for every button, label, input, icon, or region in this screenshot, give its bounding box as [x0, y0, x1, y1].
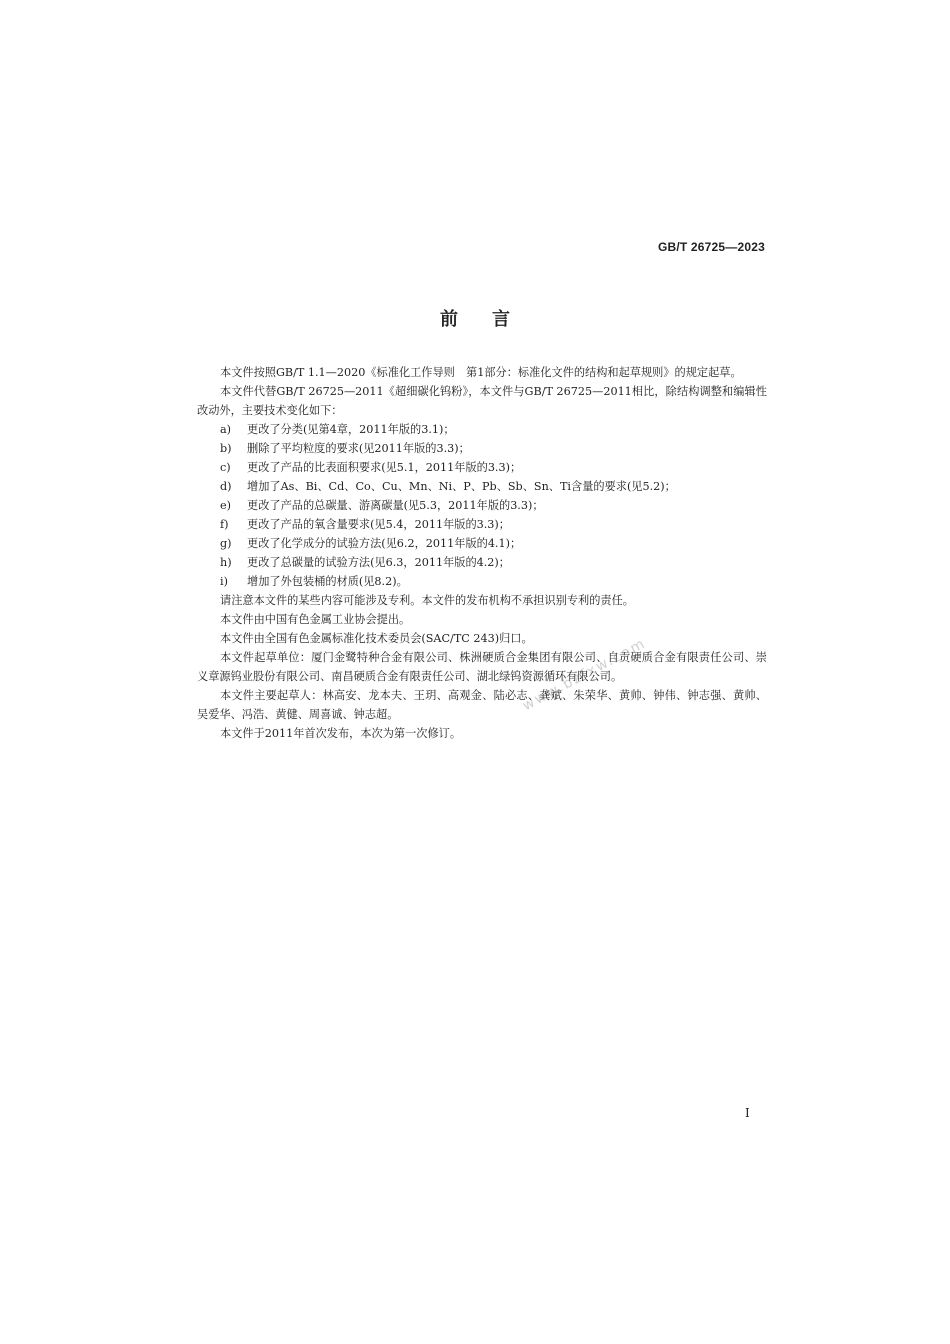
list-marker: f) [220, 518, 229, 531]
paragraph-history: 本文件于2011年首次发布，本次为第一次修订。 [220, 727, 462, 740]
list-marker: d) [220, 480, 232, 493]
list-marker: a) [220, 423, 232, 436]
list-item [197, 572, 767, 591]
list-marker: i) [220, 575, 228, 588]
paragraph-drafting-units: 本文件起草单位：厦门金鹭特种合金有限公司、株洲硬质合金集团有限公司、自贡硬质合金有限责任公司、崇义章源钨业股份有限公司、南昌硬质合金有限责任公司、湖北绿钨资源循环有限公司。 [197, 651, 767, 683]
paragraph-replacement: 本文件代替GB/T 26725—2011《超细碳化钨粉》，本文件与GB/T 26725—2011相比，除结构调整和编辑性改动外，主要技术变化如下： [197, 385, 767, 417]
paragraph-drafters: 本文件主要起草人：林高安、龙本夫、王玥、高观金、陆必志、龚斌、朱荣华、黄帅、钟伟、钟志强、黄帅、吴爱华、冯浩、黄健、周喜诚、钟志超。 [197, 689, 767, 721]
list-marker: g) [220, 537, 232, 550]
list-item [197, 420, 767, 439]
page-title: 前言 [440, 309, 544, 330]
list-marker: e) [220, 499, 231, 512]
list-text: 更改了产品的总碳量、游离碳量(见5.3，2011年版的3.3)； [247, 499, 544, 512]
list-item [197, 553, 767, 572]
standard-code: GB/T 26725—2023 [657, 240, 765, 254]
paragraph-drafting-basis: 本文件按照GB/T 1.1—2020《标准化工作导则 第1部分：标准化文件的结构和起草规则》的规定起草。 [220, 366, 742, 379]
list-item [197, 477, 767, 496]
list-text: 删除了平均粒度的要求(见2011年版的3.3)； [247, 442, 470, 455]
paragraph-administered-by: 本文件由全国有色金属标准化技术委员会(SAC/TC 243)归口。 [220, 632, 533, 645]
list-text: 更改了总碳量的试验方法(见6.3，2011年版的4.2)； [247, 556, 510, 569]
list-item [197, 534, 767, 553]
list-text: 增加了外包装桶的材质(见8.2)。 [247, 575, 408, 588]
page-number: I [745, 1106, 750, 1120]
list-text: 更改了化学成分的试验方法(见6.2，2011年版的4.1)； [247, 537, 522, 550]
list-item [197, 439, 767, 458]
list-marker: h) [220, 556, 232, 569]
document-body [197, 363, 767, 743]
list-text: 增加了As、Bi、Cd、Co、Cu、Mn、Ni、P、Pb、Sb、Sn、Ti含量的要求(见5.2)； [247, 480, 676, 493]
list-text: 更改了分类(见第4章，2011年版的3.1)； [247, 423, 455, 436]
list-text: 更改了产品的比表面积要求(见5.1，2011年版的3.3)； [247, 461, 522, 474]
paragraph-proposed-by: 本文件由中国有色金属工业协会提出。 [220, 613, 411, 626]
list-marker: c) [220, 461, 231, 474]
list-marker: b) [220, 442, 232, 455]
list-text: 更改了产品的氧含量要求(见5.4，2011年版的3.3)； [247, 518, 510, 531]
list-item [197, 515, 767, 534]
list-item [197, 496, 767, 515]
paragraph-patent-notice: 请注意本文件的某些内容可能涉及专利。本文件的发布机构不承担识别专利的责任。 [220, 594, 634, 607]
list-item [197, 458, 767, 477]
changes-list [197, 420, 767, 591]
watermark: www.bzfxw.com [520, 635, 649, 715]
